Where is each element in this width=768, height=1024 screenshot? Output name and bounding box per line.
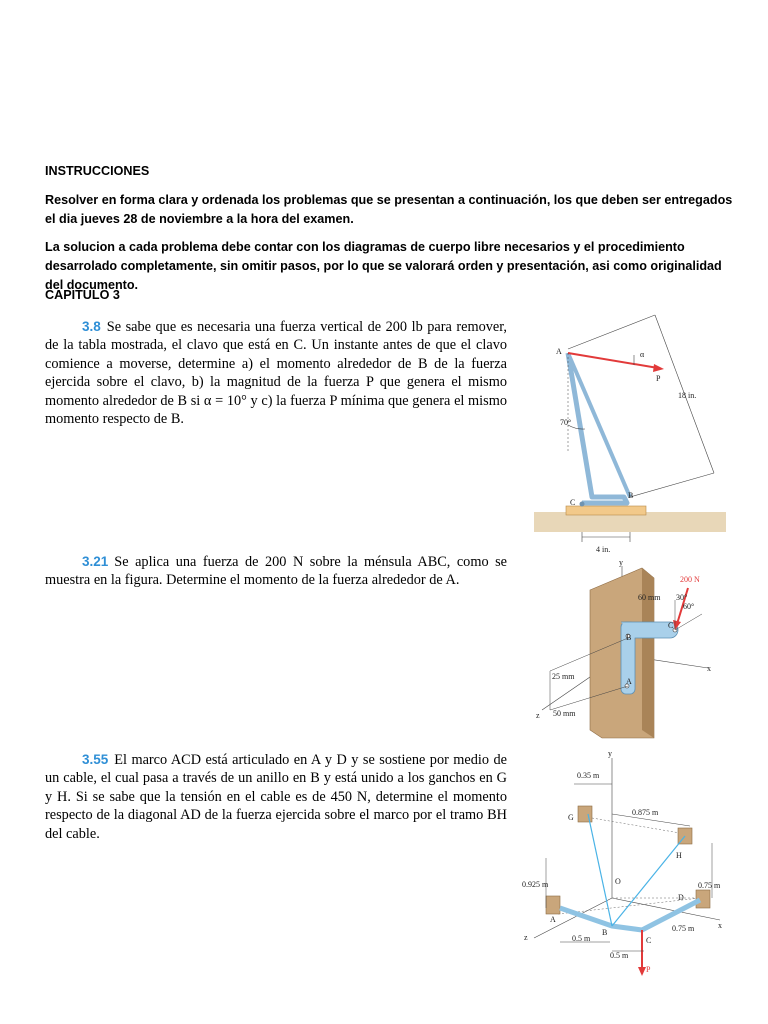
- figure-3-21: [530, 560, 730, 740]
- label-0875m: 0.875 m: [632, 808, 659, 817]
- label-a: A: [550, 915, 556, 924]
- nail-c: [580, 502, 585, 507]
- label-b: B: [602, 928, 608, 937]
- hook-g: [578, 806, 592, 822]
- label-60deg: 60°: [683, 602, 695, 611]
- hammer-claw: [568, 353, 630, 497]
- label-05m-bottom: 0.5 m: [610, 951, 629, 960]
- label-z: z: [536, 711, 540, 720]
- label-c: C: [646, 936, 652, 945]
- label-18in: 18 in.: [678, 391, 697, 400]
- label-4in: 4 in.: [596, 545, 611, 554]
- support-a: [546, 896, 560, 914]
- force-p-arrow: [568, 353, 658, 368]
- label-a: A: [556, 347, 562, 356]
- label-g: G: [568, 813, 574, 822]
- label-p: P: [646, 965, 651, 974]
- label-x: x: [718, 921, 722, 930]
- label-30deg: 30°: [676, 593, 688, 602]
- label-70deg: 70°: [560, 418, 572, 427]
- label-b: B: [626, 633, 632, 642]
- problem-text: Se sabe que es necesaria una fuerza vertical de 200 lb para remover, de la tabla mostrada, el clavo que está en C. Un instante antes de que el clavo comience a moverse, determine a) el momento alrededor de B de la fuerza ejercida sobre el clavo, b) la magnitud de la fuerza P que genera el mismo momento alrededor de B si α = 10° y c) la fuerza P mínima que genera el mismo momento respecto de B.: [45, 319, 507, 428]
- label-h: H: [676, 851, 682, 860]
- instructions-paragraph-2: La solucion a cada problema debe contar con los diagramas de cuerpo libre necesarios y el procedimiento desarrolado completamente, sin omitir pasos, por lo que se valorará orden y presentación, asi como originalidad del documento.: [45, 240, 722, 292]
- cable-bg: [588, 814, 612, 926]
- label-d: D: [678, 893, 684, 902]
- problem-number: 3.21: [82, 554, 109, 569]
- label-075m-low: 0.75 m: [672, 924, 695, 933]
- label-05m-left: 0.5 m: [572, 934, 591, 943]
- instructions-heading: INSTRUCCIONES: [45, 164, 150, 178]
- label-o: O: [615, 877, 621, 886]
- problem-number: 3.8: [82, 319, 101, 334]
- problem-text: Se aplica una fuerza de 200 N sobre la ménsula ABC, como se muestra en la figura. Determine el momento de la fuerza alrededor de A.: [45, 554, 507, 589]
- label-p: P: [656, 374, 661, 383]
- label-z: z: [524, 933, 528, 942]
- label-60mm: 60 mm: [638, 593, 661, 602]
- label-50mm: 50 mm: [553, 709, 576, 718]
- label-035m: 0.35 m: [577, 771, 600, 780]
- label-c: C: [668, 621, 674, 630]
- label-0925m: 0.925 m: [522, 880, 549, 889]
- label-c: C: [570, 498, 576, 507]
- board: [566, 506, 646, 515]
- label-25mm: 25 mm: [552, 672, 575, 681]
- label-force: 200 N: [680, 575, 700, 584]
- problem-number: 3.55: [82, 752, 109, 767]
- instructions-paragraph-1: Resolver en forma clara y ordenada los problemas que se presentan a continuación, los que deben ser entregados el dia jueves 28 de noviembre a la hora del examen.: [45, 193, 733, 226]
- problem-text: El marco ACD está articulado en A y D y se sostiene por medio de un cable, el cual pasa a través de un anillo en B y está unido a los ganchos en G y H. Si se sabe que la tensión en el cable es de 450 N, determine el momento respecto de la diagonal AD de la fuerza ejercida sobre el marco por el tramo BH del cable.: [45, 752, 507, 842]
- label-075m-right: 0.75 m: [698, 881, 721, 890]
- problem-3-55: [45, 751, 507, 843]
- label-x: x: [707, 664, 711, 673]
- label-alpha: α: [640, 350, 645, 359]
- figure-3-8: [530, 305, 730, 555]
- figure-3-55: [520, 748, 745, 978]
- label-y: y: [608, 749, 612, 758]
- label-a: A: [626, 677, 632, 686]
- problem-3-8: [45, 318, 507, 428]
- chapter-title: CAPITULO 3: [45, 288, 120, 302]
- label-y: y: [619, 560, 623, 567]
- problem-3-21: [45, 553, 507, 590]
- label-b: B: [628, 491, 634, 500]
